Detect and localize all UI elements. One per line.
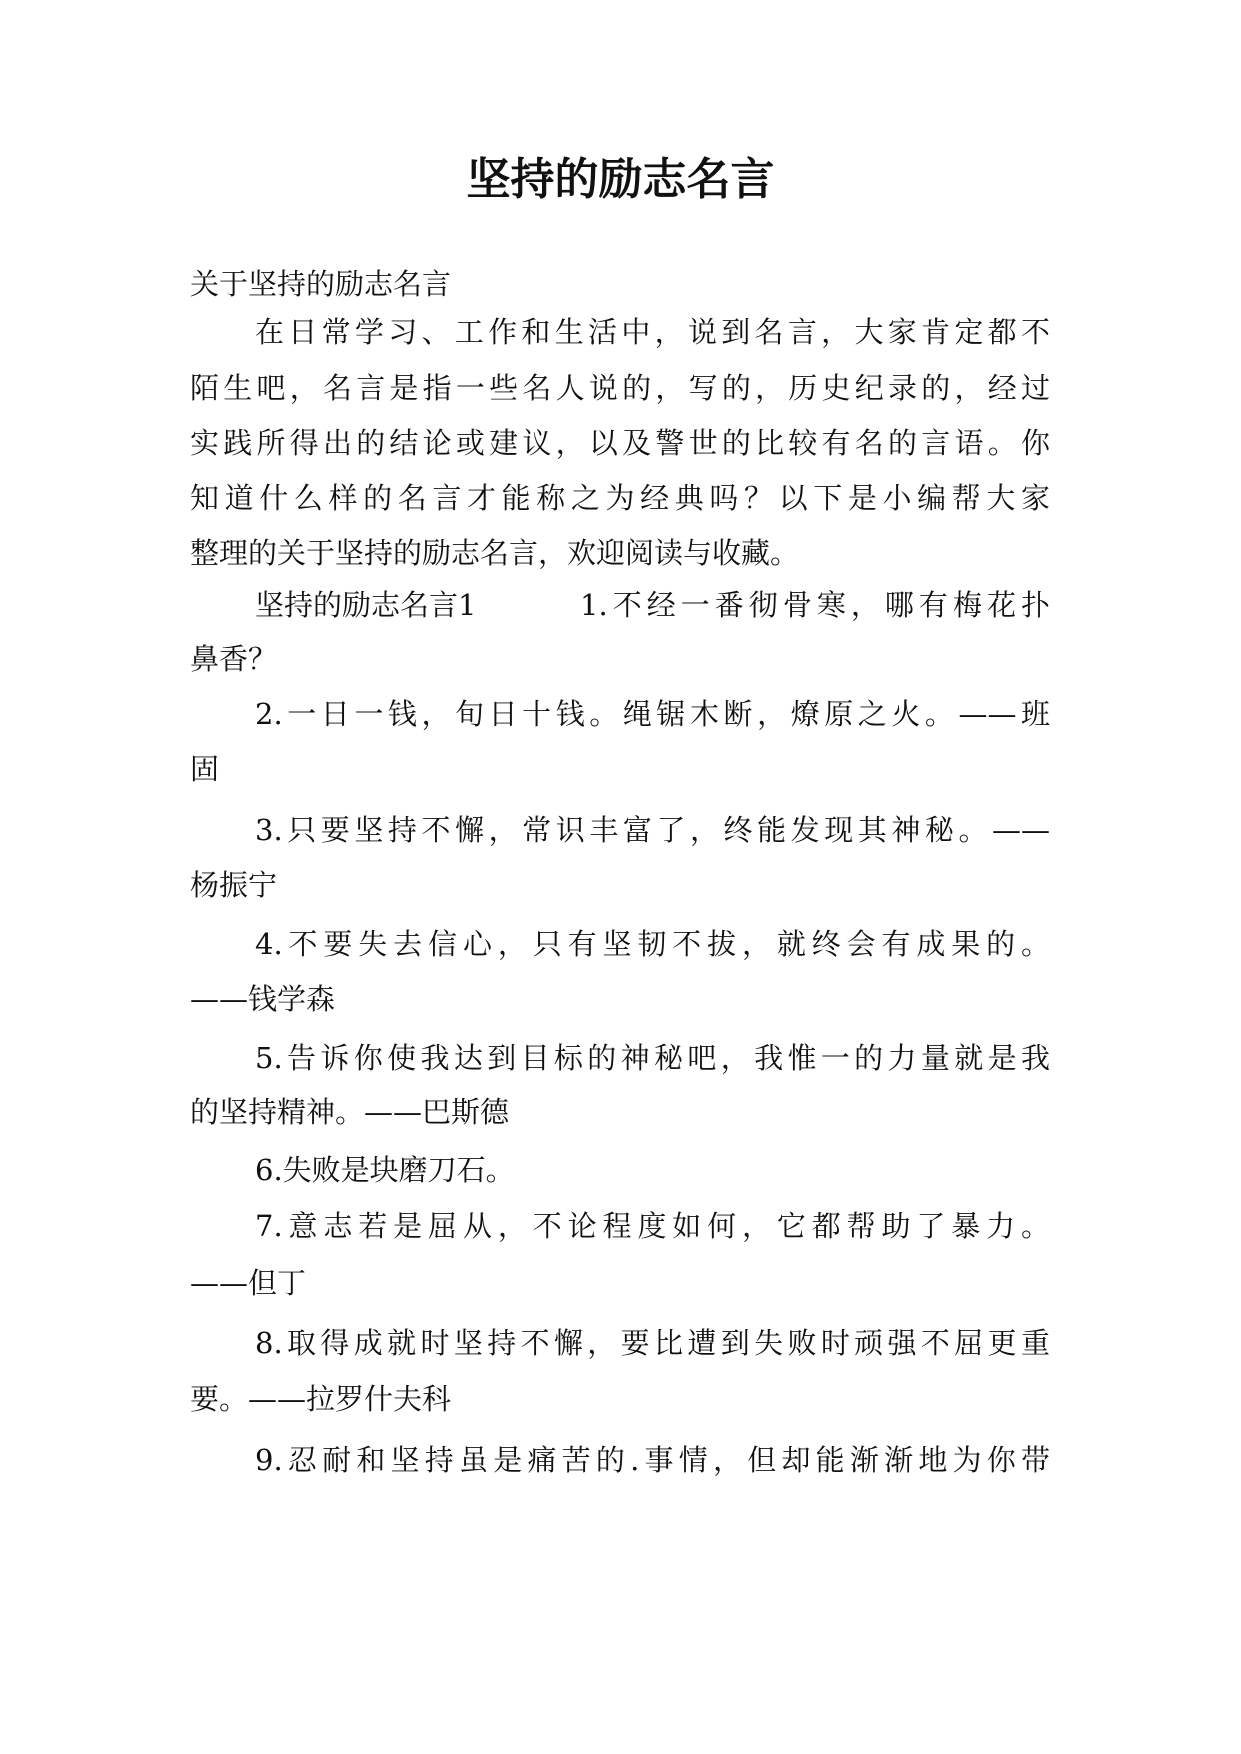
paragraph-line: 知道什么样的名言才能称之为经典吗？以下是小编帮大家: [190, 481, 1050, 515]
quote-line: 2.一日一钱，旬日十钱。绳锯木断，燎原之火。——班: [255, 697, 1050, 731]
quote-heading: 坚持的励志名言1: [255, 588, 477, 622]
quote-line: 1.不经一番彻骨寒，哪有梅花扑: [580, 588, 1050, 622]
quote-line: 鼻香？: [190, 642, 278, 676]
quote-line: 要。——拉罗什夫科: [190, 1382, 452, 1416]
section-heading: 关于坚持的励志名言: [190, 267, 452, 301]
quote-line: 8.取得成就时坚持不懈，要比遭到失败时顽强不屈更重: [255, 1326, 1050, 1360]
paragraph-line: 在日常学习、工作和生活中，说到名言，大家肯定都不: [255, 315, 1050, 349]
paragraph-line: 实践所得出的结论或建议，以及警世的比较有名的言语。你: [190, 426, 1050, 460]
quote-line: 6.失败是块磨刀石。: [255, 1153, 515, 1187]
quote-line: 7.意志若是屈从，不论程度如何，它都帮助了暴力。: [255, 1209, 1050, 1243]
paragraph-line: 陌生吧，名言是指一些名人说的，写的，历史纪录的，经过: [190, 371, 1050, 405]
quote-line: 的坚持精神。——巴斯德: [190, 1095, 510, 1129]
quote-line: 9.忍耐和坚持虽是痛苦的.事情，但却能渐渐地为你带: [255, 1443, 1050, 1477]
quote-line: 3.只要坚持不懈，常识丰富了，终能发现其神秘。——: [255, 813, 1050, 847]
quote-line: 4.不要失去信心，只有坚韧不拔，就终会有成果的。: [255, 927, 1050, 961]
quote-line: 5.告诉你使我达到目标的神秘吧，我惟一的力量就是我: [255, 1041, 1050, 1075]
quote-line: 杨振宁: [190, 868, 278, 902]
quote-line: ——但丁: [190, 1266, 307, 1300]
paragraph-line: 整理的关于坚持的励志名言，欢迎阅读与收藏。: [190, 536, 800, 570]
quote-line: ——钱学森: [190, 982, 336, 1016]
quote-line: 固: [190, 752, 220, 786]
document-title: 坚持的励志名言: [466, 154, 775, 205]
